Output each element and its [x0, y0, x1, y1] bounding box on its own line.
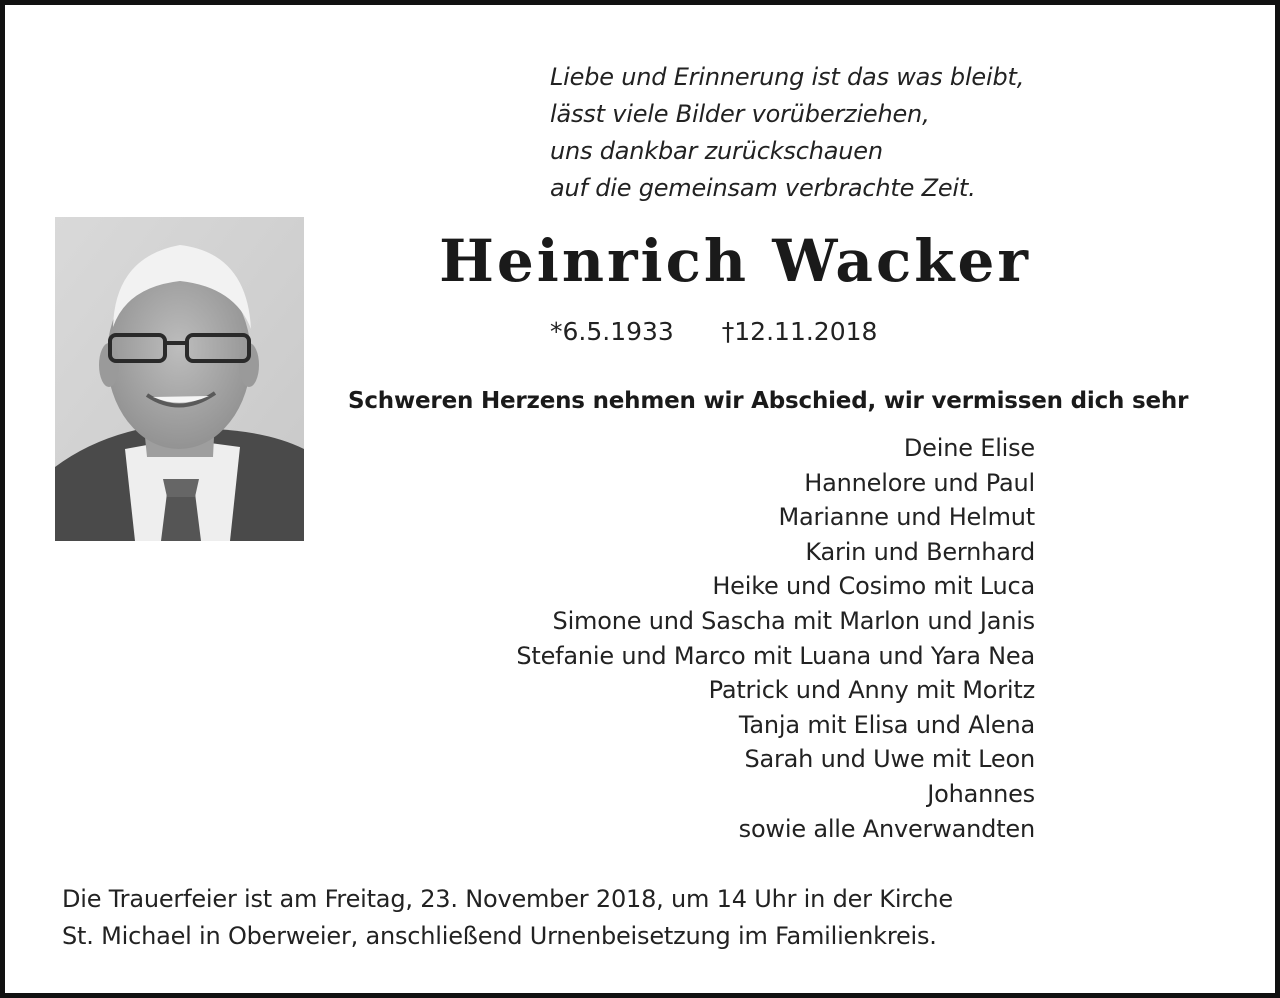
poem-line: lässt viele Bilder vorüberziehen, — [550, 100, 930, 128]
mourner-entry: Tanja mit Elisa und Alena — [738, 710, 1035, 739]
mourner-entry: Sarah und Uwe mit Leon — [744, 745, 1035, 774]
portrait-photo — [55, 217, 304, 541]
mourner-entry: Hannelore und Paul — [804, 468, 1035, 497]
mourner-entry: Stefanie und Marco mit Luana und Yara Nea — [516, 641, 1035, 670]
birth-date: *6.5.1933 — [550, 317, 674, 346]
poem-line: auf die gemeinsam verbrachte Zeit. — [550, 174, 976, 202]
memorial-poem — [550, 59, 1150, 207]
service-line: Die Trauerfeier ist am Freitag, 23. November 2018, um 14 Uhr in der Kirche — [62, 885, 954, 913]
poem-line: Liebe und Erinnerung ist das was bleibt, — [550, 63, 1025, 91]
mourner-entry: Deine Elise — [903, 434, 1035, 462]
mourner-entry: Marianne und Helmut — [778, 503, 1035, 532]
mourners-list — [516, 431, 1035, 846]
mourner-entry: Simone und Sascha mit Marlon und Janis — [552, 606, 1035, 635]
mourner-entry: Heike und Cosimo mit Luca — [712, 572, 1035, 601]
mourner-entry: Karin und Bernhard — [805, 537, 1035, 566]
mourner-entry: Johannes — [927, 779, 1035, 808]
mourner-entry: sowie alle Anverwandten — [738, 814, 1035, 843]
death-date: †12.11.2018 — [721, 317, 878, 346]
deceased-name: Heinrich Wacker — [439, 227, 1031, 295]
mourner-entry: Patrick und Anny mit Moritz — [708, 676, 1035, 705]
life-dates — [550, 317, 877, 346]
service-line: St. Michael in Oberweier, anschließend Urnenbeisetzung im Familienkreis. — [62, 922, 937, 950]
funeral-service-info — [62, 881, 953, 955]
poem-line: uns dankbar zurückschauen — [550, 137, 883, 165]
farewell-line: Schweren Herzens nehmen wir Abschied, wir vermissen dich sehr — [348, 388, 1189, 414]
